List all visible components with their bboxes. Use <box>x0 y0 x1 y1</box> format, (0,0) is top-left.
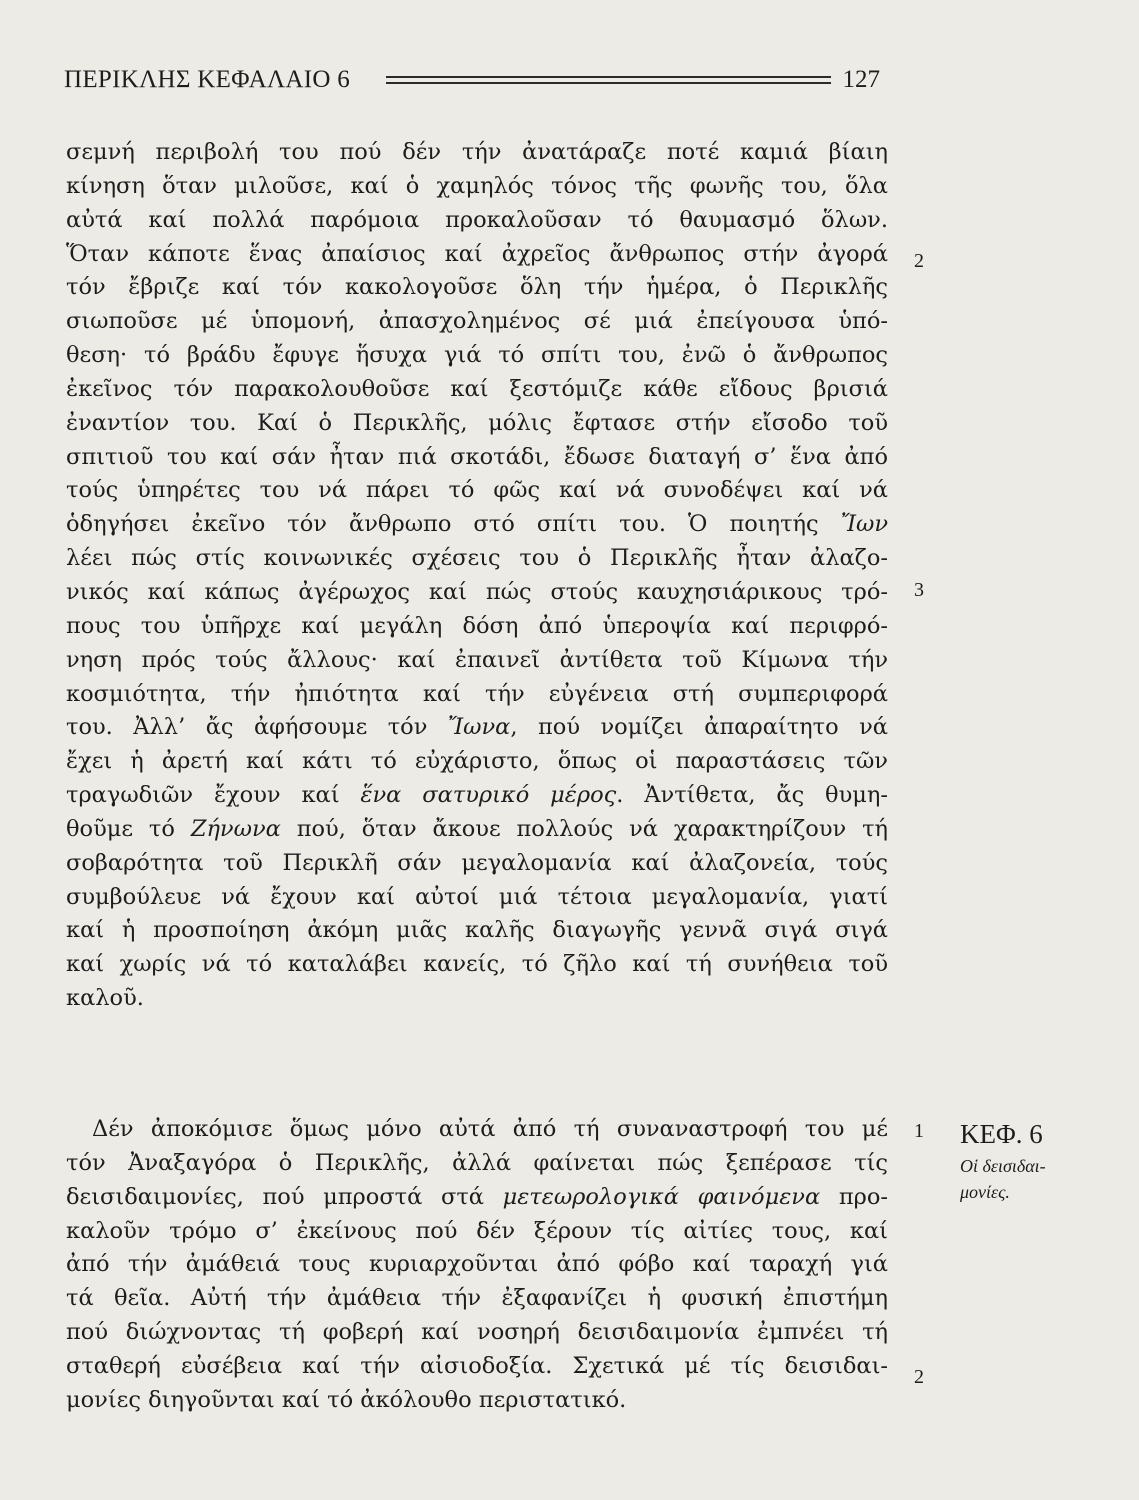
text-line: ἐναντίον του. Καί ὁ Περικλῆς, μόλις ἔφτασε στήν εἴσοδο τοῦ <box>66 409 888 436</box>
margin-number: 2 <box>914 1366 924 1388</box>
text-line: καί ἡ προσποίηση ἀκόμη μιᾶς καλῆς διαγωγῆς γεννᾶ σιγά σιγά <box>66 917 888 944</box>
text-line: αὐτά καί πολλά παρόμοια προκαλοῦσαν τό θαυμασμό ὅλων. <box>66 206 888 233</box>
paragraph-1 <box>66 136 888 1016</box>
header-rule <box>386 82 831 84</box>
text-line <box>66 508 888 542</box>
text-line: καλοῦν τρόμο σ’ ἐκείνους πού δέν ξέρουν τίς αἰτίες τους, καί <box>66 1217 888 1244</box>
text-line: Δέν ἀποκόμισε ὅμως μόνο αὐτά ἀπό τή συναναστροφή του μέ <box>92 1116 888 1142</box>
text-line: σοβαρότητα τοῦ Περικλῆ σάν μεγαλομανία καί ἀλαζονεία, τούς <box>66 849 888 876</box>
text-line <box>66 1181 888 1215</box>
header-rule <box>386 76 831 78</box>
chapter-subtitle: Οἱ δεισιδαι-μονίες. <box>960 1156 1046 1202</box>
text-line: τούς ὑπηρέτες του νά πάρει τό φῶς καί νά συνοδέψει καί νά <box>66 477 888 504</box>
text-line: νηση πρός τούς ἄλλους· καί ἐπαινεῖ ἀντίθετα τοῦ Κίμωνα τήν <box>66 646 888 673</box>
text-line: συμβούλευε νά ἔχουν καί αὐτοί μιά τέτοια μεγαλομανία, γιατί <box>66 883 888 910</box>
italic-term: Ἴωνα <box>447 714 511 741</box>
text-run: θοῦμε τό <box>66 815 175 842</box>
text-line: ἐκεῖνος τόν παρακολουθοῦσε καί ξεστόμιζε κάθε εἴδους βρισιά <box>66 375 888 402</box>
text-run: ὁδηγήσει ἐκεῖνο τόν ἄνθρωπο στό σπίτι του. Ὁ ποιητής <box>66 511 819 538</box>
text-line: σταθερή εὐσέβεια καί τήν αἰσιοδοξία. Σχετικά μέ τίς δεισιδαι- <box>66 1352 888 1379</box>
text-line: τά θεῖα. Αὐτή τήν ἀμάθεια τήν ἐξαφανίζει ἡ φυσική ἐπιστήμη <box>66 1285 888 1312</box>
page-number: 127 <box>842 66 880 93</box>
italic-term: Ἴων <box>840 511 888 538</box>
text-line <box>66 813 888 847</box>
text-run: προ- <box>838 1183 888 1210</box>
chapter-title: ΚΕΦ. 6 <box>960 1119 1043 1149</box>
running-head: ΠΕΡΙΚΛΗΣ ΚΕΦΑΛΑΙΟ 6 <box>64 66 351 93</box>
text-line: νικός καί κάπως ἀγέρωχος καί πώς στούς καυχησιάρικους τρό- <box>66 578 888 605</box>
text-line: καί χωρίς νά τό καταλάβει κανείς, τό ζῆλο καί τή συνήθεια τοῦ <box>66 951 888 978</box>
text-line: τόν Ἀναξαγόρα ὁ Περικλῆς, ἀλλά φαίνεται πώς ξεπέρασε τίς <box>66 1149 888 1176</box>
text-line: σπιτιοῦ του καί σάν ἦταν πιά σκοτάδι, ἔδωσε διαταγή σ’ ἕνα ἀπό <box>66 443 888 470</box>
text-line: Ὅταν κάποτε ἕνας ἀπαίσιος καί ἀχρεῖος ἄνθρωπος στήν ἀγορά <box>66 240 888 267</box>
text-line: ἔχει ἡ ἀρετή καί κάτι τό εὐχάριστο, ὅπως οἱ παραστάσεις τῶν <box>66 748 888 775</box>
text-line: θεση· τό βράδυ ἔφυγε ἥσυχα γιά τό σπίτι του, ἐνῶ ὁ ἄνθρωπος <box>66 342 888 369</box>
text-run: τραγωδιῶν ἔχουν καί <box>66 782 340 809</box>
text-line: καλοῦ. <box>66 985 144 1012</box>
text-line: σεμνή περιβολή του πού δέν τήν ἀνατάραζε ποτέ καμιά βίαιη <box>66 139 888 165</box>
text-line: λέει πώς στίς κοινωνικές σχέσεις του ὁ Περικλῆς ἦταν ἀλαζο- <box>66 545 888 572</box>
text-run: του. Ἀλλ’ ἄς ἀφήσουμε τόν <box>66 714 428 741</box>
italic-term: Ζήνωνα <box>190 815 281 842</box>
page-header <box>64 64 880 96</box>
text-run: πού, ὅταν ἄκουε πολλούς νά χαρακτηρίζουν τή <box>296 815 888 842</box>
margin-number: 3 <box>914 579 924 601</box>
text-run: δεισιδαιμονίες, πού μπροστά στά <box>66 1183 484 1210</box>
text-run: , πού νομίζει ἀπαραίτητο νά <box>510 714 888 741</box>
chapter-note <box>960 1117 1090 1205</box>
text-line: τόν ἔβριζε καί τόν κακολογοῦσε ὅλη τήν ἡμέρα, ὁ Περικλῆς <box>66 274 888 301</box>
text-line: ἀπό τήν ἀμάθειά τους κυριαρχοῦνται ἀπό φόβο καί ταραχή γιά <box>66 1251 888 1278</box>
text-line <box>66 779 888 813</box>
text-line: κίνηση ὅταν μιλοῦσε, καί ὁ χαμηλός τόνος τῆς φωνῆς του, ὅλα <box>66 172 888 199</box>
paragraph-2 <box>66 1113 888 1418</box>
text-line <box>66 711 888 745</box>
text-line: πους του ὑπῆρχε καί μεγάλη δόση ἀπό ὑπεροψία καί περιφρό- <box>66 612 888 639</box>
text-line: μονίες διηγοῦνται καί τό ἀκόλουθο περιστατικό. <box>66 1386 627 1413</box>
text-line: σιωποῦσε μέ ὑπομονή, ἀπασχολημένος σέ μιά ἐπείγουσα ὑπό- <box>66 308 888 335</box>
text-line: κοσμιότητα, τήν ἠπιότητα καί τήν εὐγένεια στή συμπεριφορά <box>66 680 888 707</box>
italic-term: ἕνα σατυρικό μέρος <box>360 782 617 809</box>
text-line: πού διώχνοντας τή φοβερή καί νοσηρή δεισιδαιμονία ἐμπνέει τή <box>66 1319 888 1346</box>
italic-term: μετεωρολογικά φαινόμενα <box>502 1183 821 1210</box>
margin-number: 1 <box>914 1120 924 1142</box>
text-run: . Ἀντίθετα, ἄς θυμη- <box>616 782 888 809</box>
margin-number: 2 <box>914 250 924 272</box>
